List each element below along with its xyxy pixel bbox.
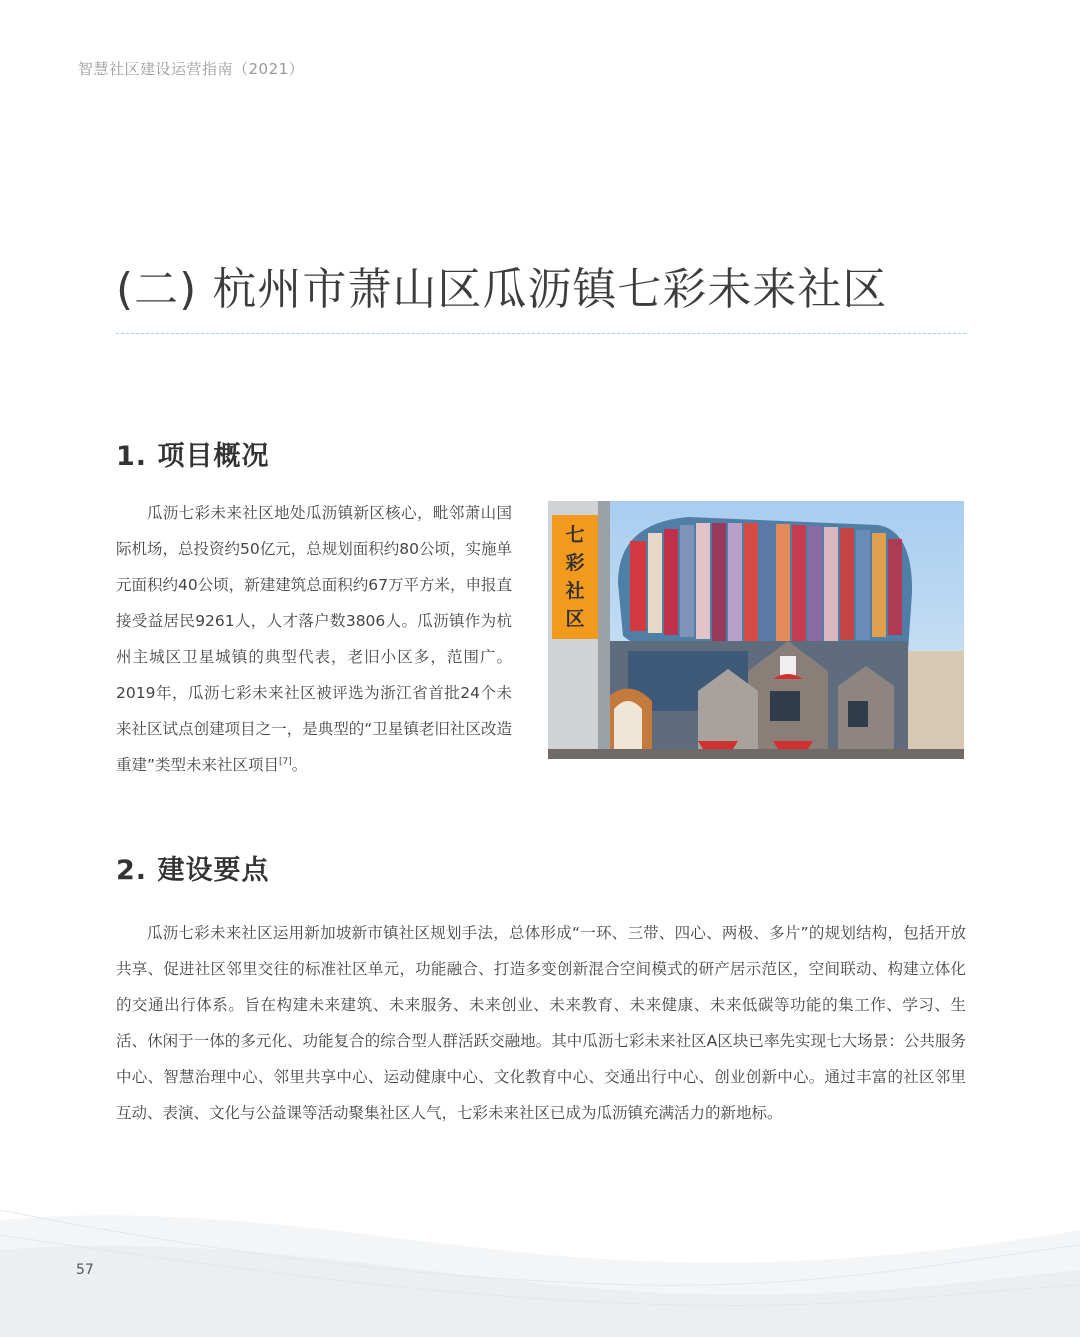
chapter-title: (二) 杭州市萧山区瓜沥镇七彩未来社区 [116, 264, 888, 315]
citation-marker: [7] [279, 756, 292, 767]
section-heading-overview: 1. 项目概况 [116, 441, 270, 472]
colored-glass-panels [630, 523, 902, 644]
overview-end-mark: 。 [291, 756, 308, 774]
overview-text: 瓜沥七彩未来社区地处瓜沥镇新区核心，毗邻萧山国际机场，总投资约50亿元，总规划面积约80公顷，实施单元面积约40公顷，新建建筑总面积约67万平方米，申报直接受益居民9261人，人才落户数3806人。瓜沥镇作为杭州主城区卫星城镇的典型代表，老旧小区多，范围广。2019年，瓜沥七彩未来社区被评选为浙江省首批24个未来社区试点创建项目之一，是典型的“卫星镇老旧社区改造重建”类型未来社区项目 [116, 504, 512, 774]
title-divider [116, 333, 966, 334]
footer-wave-decoration [0, 1190, 1080, 1337]
sign-char-3: 社 [565, 580, 585, 602]
community-building-photo [548, 501, 964, 759]
sign-char-4: 区 [565, 608, 585, 630]
overview-paragraph [116, 495, 512, 783]
sign-char-2: 彩 [565, 552, 585, 574]
running-header: 智慧社区建设运营指南（2021） [78, 60, 305, 78]
section-heading-key-points: 2. 建设要点 [116, 855, 270, 886]
sign-char-1: 七 [565, 524, 585, 546]
key-points-paragraph: 瓜沥七彩未来社区运用新加坡新市镇社区规划手法，总体形成“一环、三带、四心、两极、多片”的规划结构，包括开放共享、促进社区邻里交往的标准社区单元，功能融合、打造多变创新混合空间模式的研产居示范区，空间联动、构建立体化的交通出行体系。旨在构建未来建筑、未来服务、未来创业、未来教育、未来健康、未来低碳等功能的集工作、学习、生活、休闲于一体的多元化、功能复合的综合型人群活跃交融地。其中瓜沥七彩未来社区A区块已率先实现七大场景：公共服务中心、智慧治理中心、邻里共享中心、运动健康中心、文化教育中心、交通出行中心、创业创新中心。通过丰富的社区邻里互动、表演、文化与公益课等活动聚集社区人气，七彩未来社区已成为瓜沥镇充满活力的新地标。 [116, 924, 966, 1122]
page-number: 57 [76, 1262, 94, 1278]
